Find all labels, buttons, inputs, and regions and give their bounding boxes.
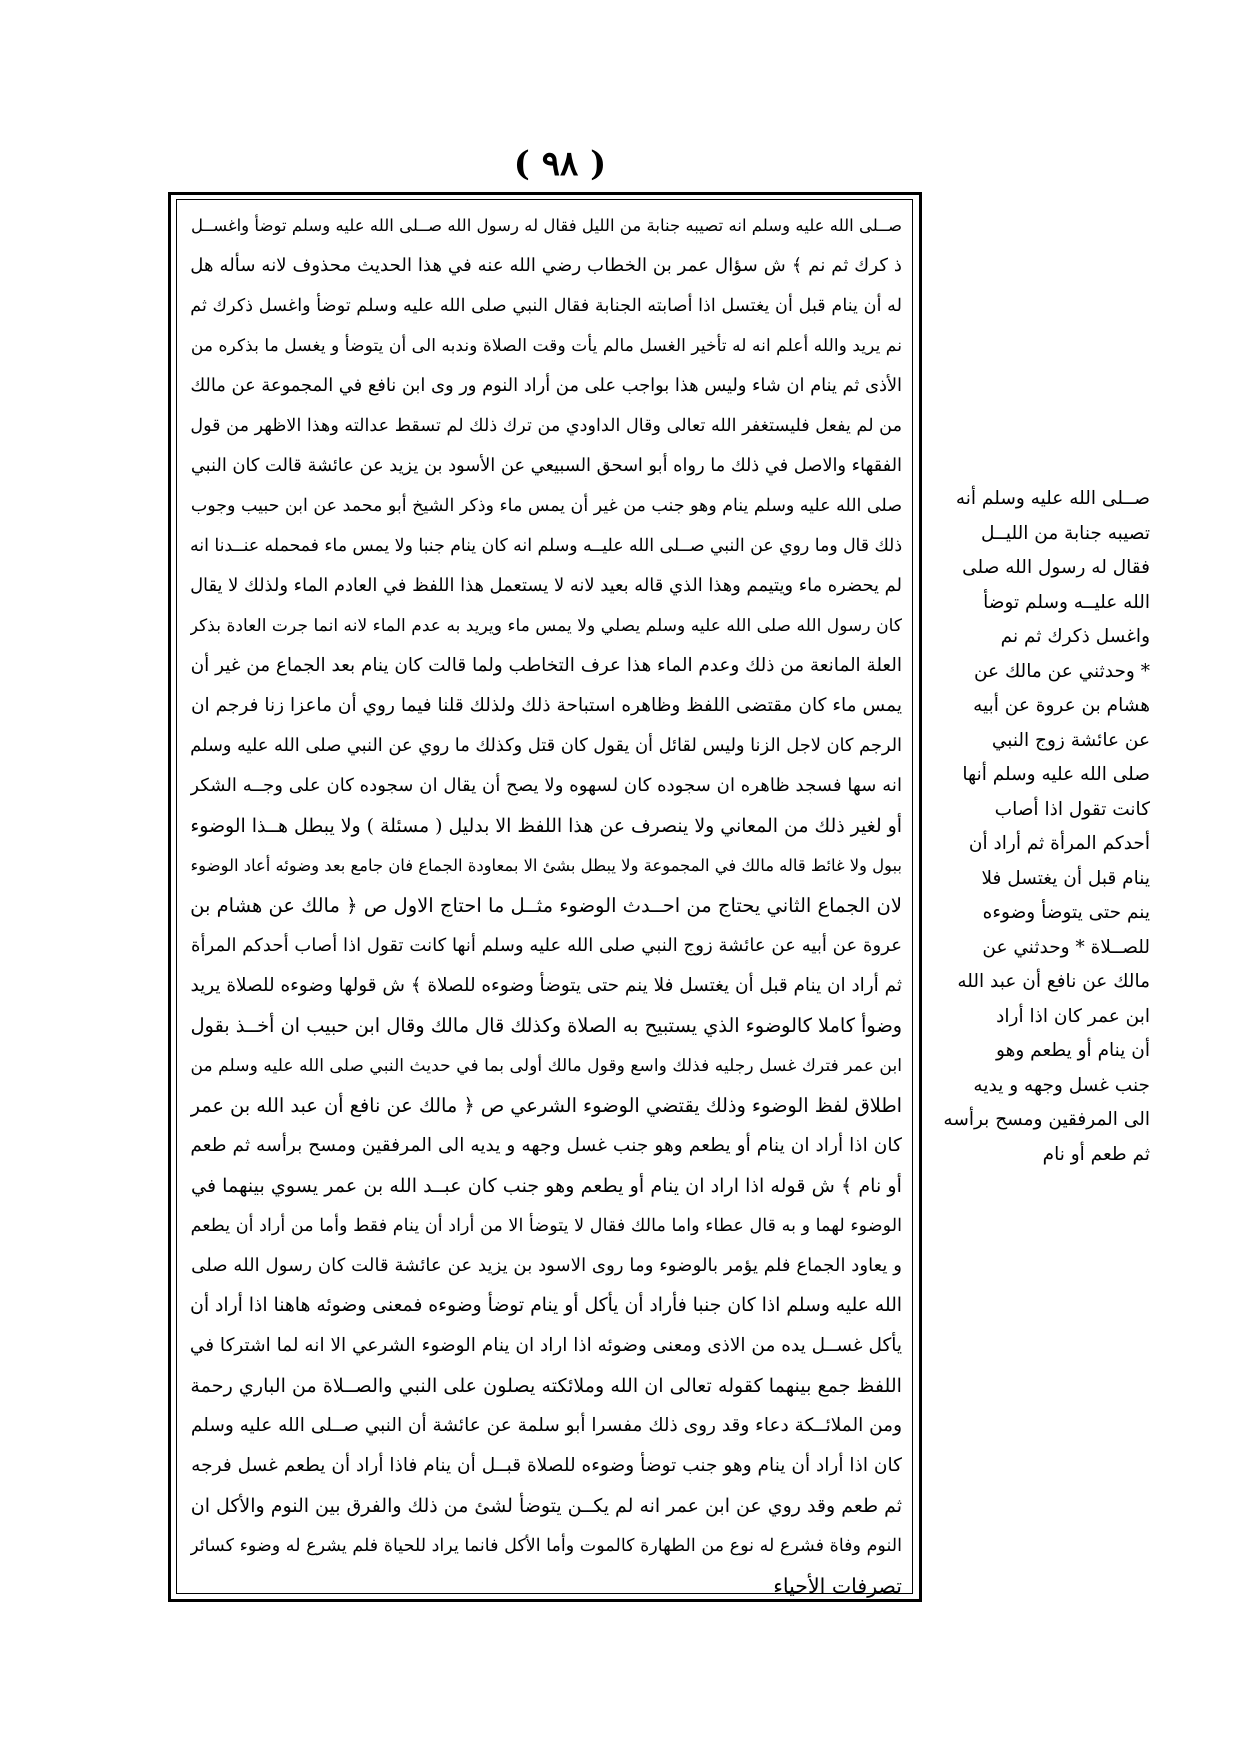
- main-text-line: كان اذا أراد أن ينام وهو جنب توضأ وضوءه للصلاة قبــل أن ينام فاذا أراد أن يطعم غسل فرجه: [191, 1455, 902, 1476]
- main-text-line: ومن الملائــكة دعاء وقد روى ذلك مفسرا أبو سلمة عن عائشة أن النبي صــلى الله عليه وسلم: [190, 1415, 902, 1436]
- main-text-line: كان اذا أراد ان ينام أو يطعم وهو جنب غسل وجهه و يديه الى المرفقين ومسح برأسه ثم طعم: [190, 1135, 902, 1156]
- margin-text-line: ينام قبل أن يغتسل فلا: [981, 867, 1150, 889]
- main-text-line: تصرفات الأحياء: [773, 1574, 902, 1598]
- margin-text-line: أن ينام أو يطعم وهو: [996, 1040, 1150, 1061]
- main-text-line: الوضوء لهما و به قال عطاء واما مالك فقال لا يتوضأ الا من أراد أن ينام فقط وأما من أراد أن يطعم: [190, 1216, 902, 1236]
- margin-text-block: [925, 482, 1150, 1242]
- main-text-line: ابن عمر فترك غسل رجليه فذلك واسع وقول مالك أولى بما في حديث النبي صلى الله عليه وسلم من: [190, 1056, 902, 1076]
- main-text-line: يأكل غســل يده من الاذى ومعنى وضوئه اذا اراد ان ينام الوضوء الشرعي الا انه لما اشتركا في: [190, 1335, 902, 1356]
- main-text-line: عروة عن أبيه عن عائشة زوج النبي صلى الله عليه وسلم أنها كانت تقول اذا أصاب أحدكم المرأة: [191, 935, 902, 956]
- margin-text-line: ثم طعم أو نام: [1042, 1143, 1150, 1165]
- margin-text-line: ابن عمر كان اذا أراد: [996, 1005, 1150, 1027]
- margin-text-line: صلى الله عليه وسلم أنها: [962, 764, 1150, 785]
- main-text-line: كان رسول الله صلى الله عليه وسلم يصلي ولا يمس ماء ويريد به عدم الماء لانه انما جرت العادة بذكر: [190, 616, 902, 636]
- main-text-line: أو نام ﴾ ش قوله اذا اراد ان ينام أو يطعم وهو جنب كان عبــد الله بن عمر يسوي بينهما في: [190, 1174, 902, 1197]
- margin-text-line: مالك عن نافع أن عبد الله: [957, 971, 1150, 992]
- main-text-line: اللفظ جمع بينهما كقوله تعالى ان الله وملائكته يصلون على النبي والصــلاة من الباري رحمة: [190, 1374, 902, 1397]
- main-text-line: له أن ينام قبل أن يغتسل اذا أصابته الجنابة فقال النبي صلى الله عليه وسلم توضأ واغسل ذكرك ثم: [190, 296, 902, 316]
- margin-text-line: كانت تقول اذا أصاب: [994, 798, 1150, 820]
- main-text-line: الأذى ثم ينام ان شاء وليس هذا بواجب على من أراد النوم ور وى ابن نافع في المجموعة عن مالك: [190, 375, 902, 396]
- main-text-line: الله عليه وسلم اذا كان جنبا فأراد أن يأكل أو ينام توضأ وضوءه فمعنى وضوئه هاهنا اذا أراد أن: [190, 1295, 902, 1316]
- main-text-line: الفقهاء والاصل في ذلك ما رواه أبو اسحق السبيعي عن الأسود بن يزيد عن عائشة قالت كان النبي: [190, 455, 902, 476]
- main-text-line: من لم يفعل فليستغفر الله تعالى وقال الداودي من ترك ذلك لم تسقط عدالته وهذا الاظهر من قول: [190, 416, 902, 436]
- margin-text-line: واغسل ذكرك ثم نم: [1000, 626, 1150, 647]
- margin-text-line: جنب غسل وجهه و يديه: [973, 1074, 1150, 1096]
- main-text-line: العلة المانعة من ذلك وعدم الماء هذا عرف التخاطب ولما قالت كان ينام بعد الجماع من غير أن: [190, 655, 902, 676]
- margin-text-line: صــلى الله عليه وسلم أنه: [955, 488, 1150, 509]
- main-text-line: نم يريد والله أعلم انه له تأخير الغسل مالم يأت وقت الصلاة وندبه الى أن يتوضأ و يغسل ما بذكره من: [190, 336, 902, 356]
- main-text-line: ثم أراد ان ينام قبل أن يغتسل فلا ينم حتى يتوضأ وضوءه للصلاة ﴾ ش قولها وضوءه للصلاة يريد: [190, 975, 902, 996]
- main-text-line: صــلى الله عليه وسلم انه تصيبه جنابة من الليل فقال له رسول الله صــلى الله عليه وسلم توضأ واغســل: [190, 216, 902, 235]
- main-text-line: ببول ولا غائط قاله مالك في المجموعة ولا يبطل بشئ الا بمعاودة الجماع فان جامع بعد وضوئه أعاد الوضوء: [190, 856, 902, 875]
- margin-text-line: * وحدثني عن مالك عن: [973, 660, 1150, 682]
- margin-text-line: تصيبه جنابة من الليــل: [981, 522, 1150, 544]
- margin-text-line: عن عائشة زوج النبي: [991, 729, 1150, 751]
- main-text-block: [190, 206, 902, 1598]
- main-text-line: ذلك قال وما روي عن النبي صــلى الله عليــه وسلم انه كان ينام جنبا ولا يمس ماء فمحمله عنــدنا انه: [190, 536, 902, 556]
- main-text-line: لم يحضره ماء ويتيمم وهذا الذي قاله بعيد لانه لا يستعمل هذا اللفظ في العادم الماء ولذلك لا يقال: [190, 575, 902, 596]
- main-text-line: و يعاود الجماع فلم يؤمر بالوضوء وما روى الاسود بن يزيد عن عائشة قالت كان رسول الله صلى: [191, 1255, 902, 1276]
- main-text-line: يمس ماء كان مقتضى اللفظ وظاهره استباحة ذلك ولذلك قلنا فيما روي أن ماعزا زنا فرجم ان: [190, 695, 902, 716]
- margin-text-line: ينم حتى يتوضأ وضوءه: [982, 902, 1150, 923]
- margin-text-line: للصــلاة * وحدثني عن: [982, 936, 1150, 958]
- main-text-line: ثم طعم وقد روي عن ابن عمر انه لم يكــن يتوضأ لشئ من ذلك والفرق بين النوم والأكل ان: [190, 1495, 902, 1517]
- main-text-line: النوم وفاة فشرع له نوع من الطهارة كالموت وأما الأكل فانما يراد للحياة فلم يشرع له وضوء كسائر: [190, 1536, 902, 1556]
- main-text-line: اطلاق لفظ الوضوء وذلك يقتضي الوضوء الشرعي ص ﴿ مالك عن نافع أن عبد الله بن عمر: [190, 1094, 902, 1117]
- margin-text-line: هشام بن عروة عن أبيه: [973, 695, 1150, 716]
- main-text-line: لان الجماع الثاني يحتاج من احــدث الوضوء مثــل ما احتاج الاول ص ﴿ مالك عن هشام بن: [190, 894, 902, 917]
- main-text-line: وضوأ كاملا كالوضوء الذي يستبيح به الصلاة وكذلك قال مالك وقال ابن حبيب ان أخــذ بقول: [190, 1014, 902, 1037]
- main-text-line: انه سها فسجد ظاهره ان سجوده كان لسهوه ولا يصح أن يقال ان سجوده كان على وجــه الشكر: [190, 775, 902, 796]
- margin-text-line: فقال له رسول الله صلى: [962, 557, 1150, 578]
- main-text-line: صلى الله عليه وسلم ينام وهو جنب من غير أن يمس ماء وذكر الشيخ أبو محمد عن ابن حبيب وجوب: [190, 496, 902, 516]
- main-text-line: الرجم كان لاجل الزنا وليس لقائل أن يقول كان قتل وكذلك ما روي عن النبي صلى الله عليه وسلم: [190, 736, 902, 756]
- main-text-line: ذ كرك ثم نم ﴾ ش سؤال عمر بن الخطاب رضي الله عنه في هذا الحديث محذوف لانه سأله هل: [190, 255, 902, 276]
- main-text-line: أو لغير ذلك من المعاني ولا ينصرف عن هذا اللفظ الا بدليل ( مسئلة ) ولا يبطل هــذا الوضوء: [190, 815, 902, 837]
- margin-text-line: الله عليــه وسلم توضأ: [983, 591, 1150, 613]
- margin-text-line: أحدكم المرأة ثم أراد أن: [968, 833, 1150, 854]
- page-number: ( ٩٨ ): [513, 144, 607, 184]
- margin-text-line: الى المرفقين ومسح برأسه: [943, 1109, 1150, 1130]
